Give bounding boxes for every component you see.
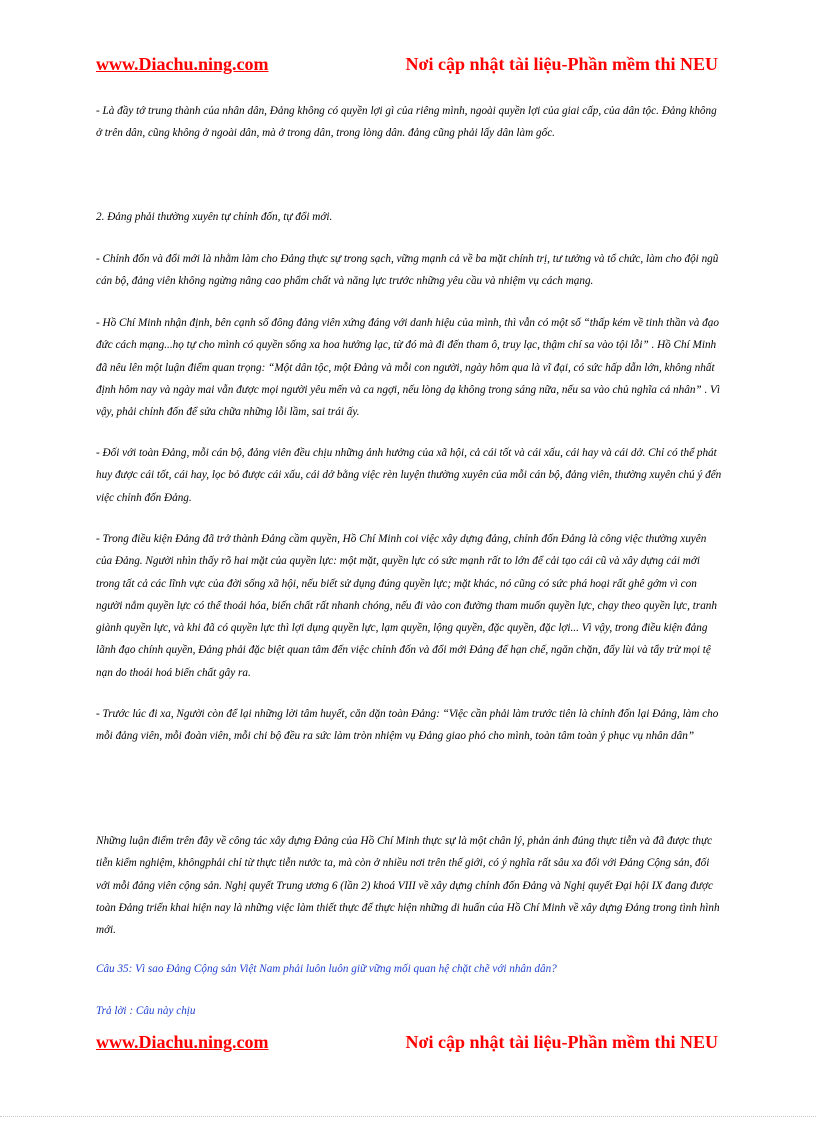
answer-text: Trả lời : Câu này chịu: [96, 1005, 196, 1017]
question-heading: Câu 35: Vì sao Đảng Cộng sản Việt Nam phải luôn luôn giữ vững mối quan hệ chặt chẽ với nhân dân?: [96, 963, 557, 975]
header-slogan: Nơi cập nhật tài liệu-Phần mềm thi NEU: [405, 54, 718, 74]
paragraph-6: - Trước lúc đi xa, Người còn để lại những lời tâm huyết, căn dặn toàn Đảng: “Việc cần phải làm trước tiên là chỉnh đốn lại Đảng, làm cho mỗi đảng viên, mỗi đoàn viên, mỗi chi bộ đều ra sức làm tròn nhiệm vụ Đảng giao phó cho mình, toàn tâm toàn ý phục vụ nhân dân”: [96, 708, 719, 743]
paragraph-7: Những luận điểm trên đây về công tác xây dựng Đảng của Hồ Chí Minh thực sự là một chân lý, phản ánh đúng thực tiễn và đã được thực tiễn kiểm nghiệm, khôngphải chỉ từ thực tiễn nước ta, mà còn ở nhiều nơi trên thế giới, có ý nghĩa rất sâu xa đối với Đảng Cộng sản, đối với mỗi đảng viên cộng sản. Nghị quyết Trung ương 6 (lần 2) khoá VIII về xây dựng chỉnh đốn Đảng và Nghị quyết Đại hội IX đang được toàn Đảng triển khai hiện nay là những việc làm thiết thực để thực hiện những di huấn của Hồ Chí Minh về xây dựng Đảng trong tình hình mới.: [96, 835, 720, 937]
site-link[interactable]: www.Diachu.ning.com: [96, 54, 269, 74]
page-footer: [96, 1032, 718, 1053]
paragraph-5: - Trong điều kiện Đảng đã trở thành Đảng cầm quyền, Hồ Chí Minh coi việc xây dựng đảng, chỉnh đốn Đảng là công việc thường xuyên của Đảng. Người nhìn thấy rõ hai mặt của quyền lực: một mặt, quyền lực có sức mạnh rất to lớn để cải tạo cái cũ và xây dựng cái mới trong tất cả các lĩnh vực của đời sống xã hội, nếu biết sử dụng đúng quyền lực; mặt khác, nó cũng có sức phá hoại rất ghê gớm vì con người nắm quyền lực có thể thoái hóa, biến chất rất nhanh chóng, nếu đi vào con đường tham muốn quyền lực, chạy theo quyền lực, tranh giành quyền lực, và khi đã có quyền lực thì lợi dụng quyền lực, lạm quyền, lộng quyền, đặc quyền, đặc lợi... Vì vậy, trong điều kiện đảng lãnh đạo chính quyền, Đảng phải đặc biệt quan tâm đến việc chỉnh đốn và đổi mới Đảng để hạn chế, ngăn chặn, đẩy lùi và tẩy trừ mọi tệ nạn do thoái hoá biến chất gây ra.: [96, 533, 717, 679]
paragraph-2: - Chỉnh đốn và đổi mới là nhằm làm cho Đảng thực sự trong sạch, vững mạnh cả về ba mặt chính trị, tư tưởng và tổ chức, làm cho đội ngũ cán bộ, đảng viên không ngừng nâng cao phẩm chất và năng lực trước những yêu cầu và nhiệm vụ cách mạng.: [96, 253, 719, 288]
paragraph-4: - Đối với toàn Đảng, mỗi cán bộ, đảng viên đều chịu những ảnh hưởng của xã hội, cả cái tốt và cái xấu, cái hay và cái dở. Chỉ có thể phát huy được cái tốt, cái hay, lọc bỏ được cái xấu, cái dở bằng việc rèn luyện thường xuyên của mỗi cán bộ, đảng viên, thường xuyên chú ý đến việc chỉnh đốn Đảng.: [96, 447, 722, 504]
paragraph-3: - Hồ Chí Minh nhận định, bên cạnh số đông đảng viên xứng đáng với danh hiệu của mình, thì vẫn có một số “thấp kém về tinh thần và đạo đức cách mạng...họ tự cho mình có quyền sống xa hoa hưởng lạc, từ đó mà đi đến tham ô, truy lạc, thậm chí sa vào tội lỗi” . Hồ Chí Minh đã nêu lên một luận điểm quan trọng: “Một dân tộc, một Đảng và mỗi con người, ngày hôm qua là vĩ đại, có sức hấp dẫn lớn, không nhất định hôm nay và ngày mai vẫn được mọi người yêu mến và ca ngợi, nếu lòng dạ không trong sáng nữa, nếu sa vào chủ nghĩa cá nhân” . Vì vậy, phải chỉnh đốn để sửa chữa những lỗi lầm, sai trái ấy.: [96, 317, 720, 419]
paragraph-1: - Là đầy tớ trung thành của nhân dân, Đảng không có quyền lợi gì của riêng mình, ngoài quyền lợi của giai cấp, của dân tộc. Đảng không ở trên dân, cũng không ở ngoài dân, mà ở trong dân, trong lòng dân. đảng cũng phải lấy dân làm gốc.: [96, 105, 717, 140]
section-heading: 2. Đảng phải thường xuyên tự chỉnh đốn, tự đổi mới.: [96, 211, 333, 223]
footer-site-link[interactable]: www.Diachu.ning.com: [96, 1032, 269, 1052]
page-bottom-divider: [0, 1116, 816, 1117]
page-header: [96, 54, 718, 75]
footer-slogan: Nơi cập nhật tài liệu-Phần mềm thi NEU: [405, 1032, 718, 1052]
